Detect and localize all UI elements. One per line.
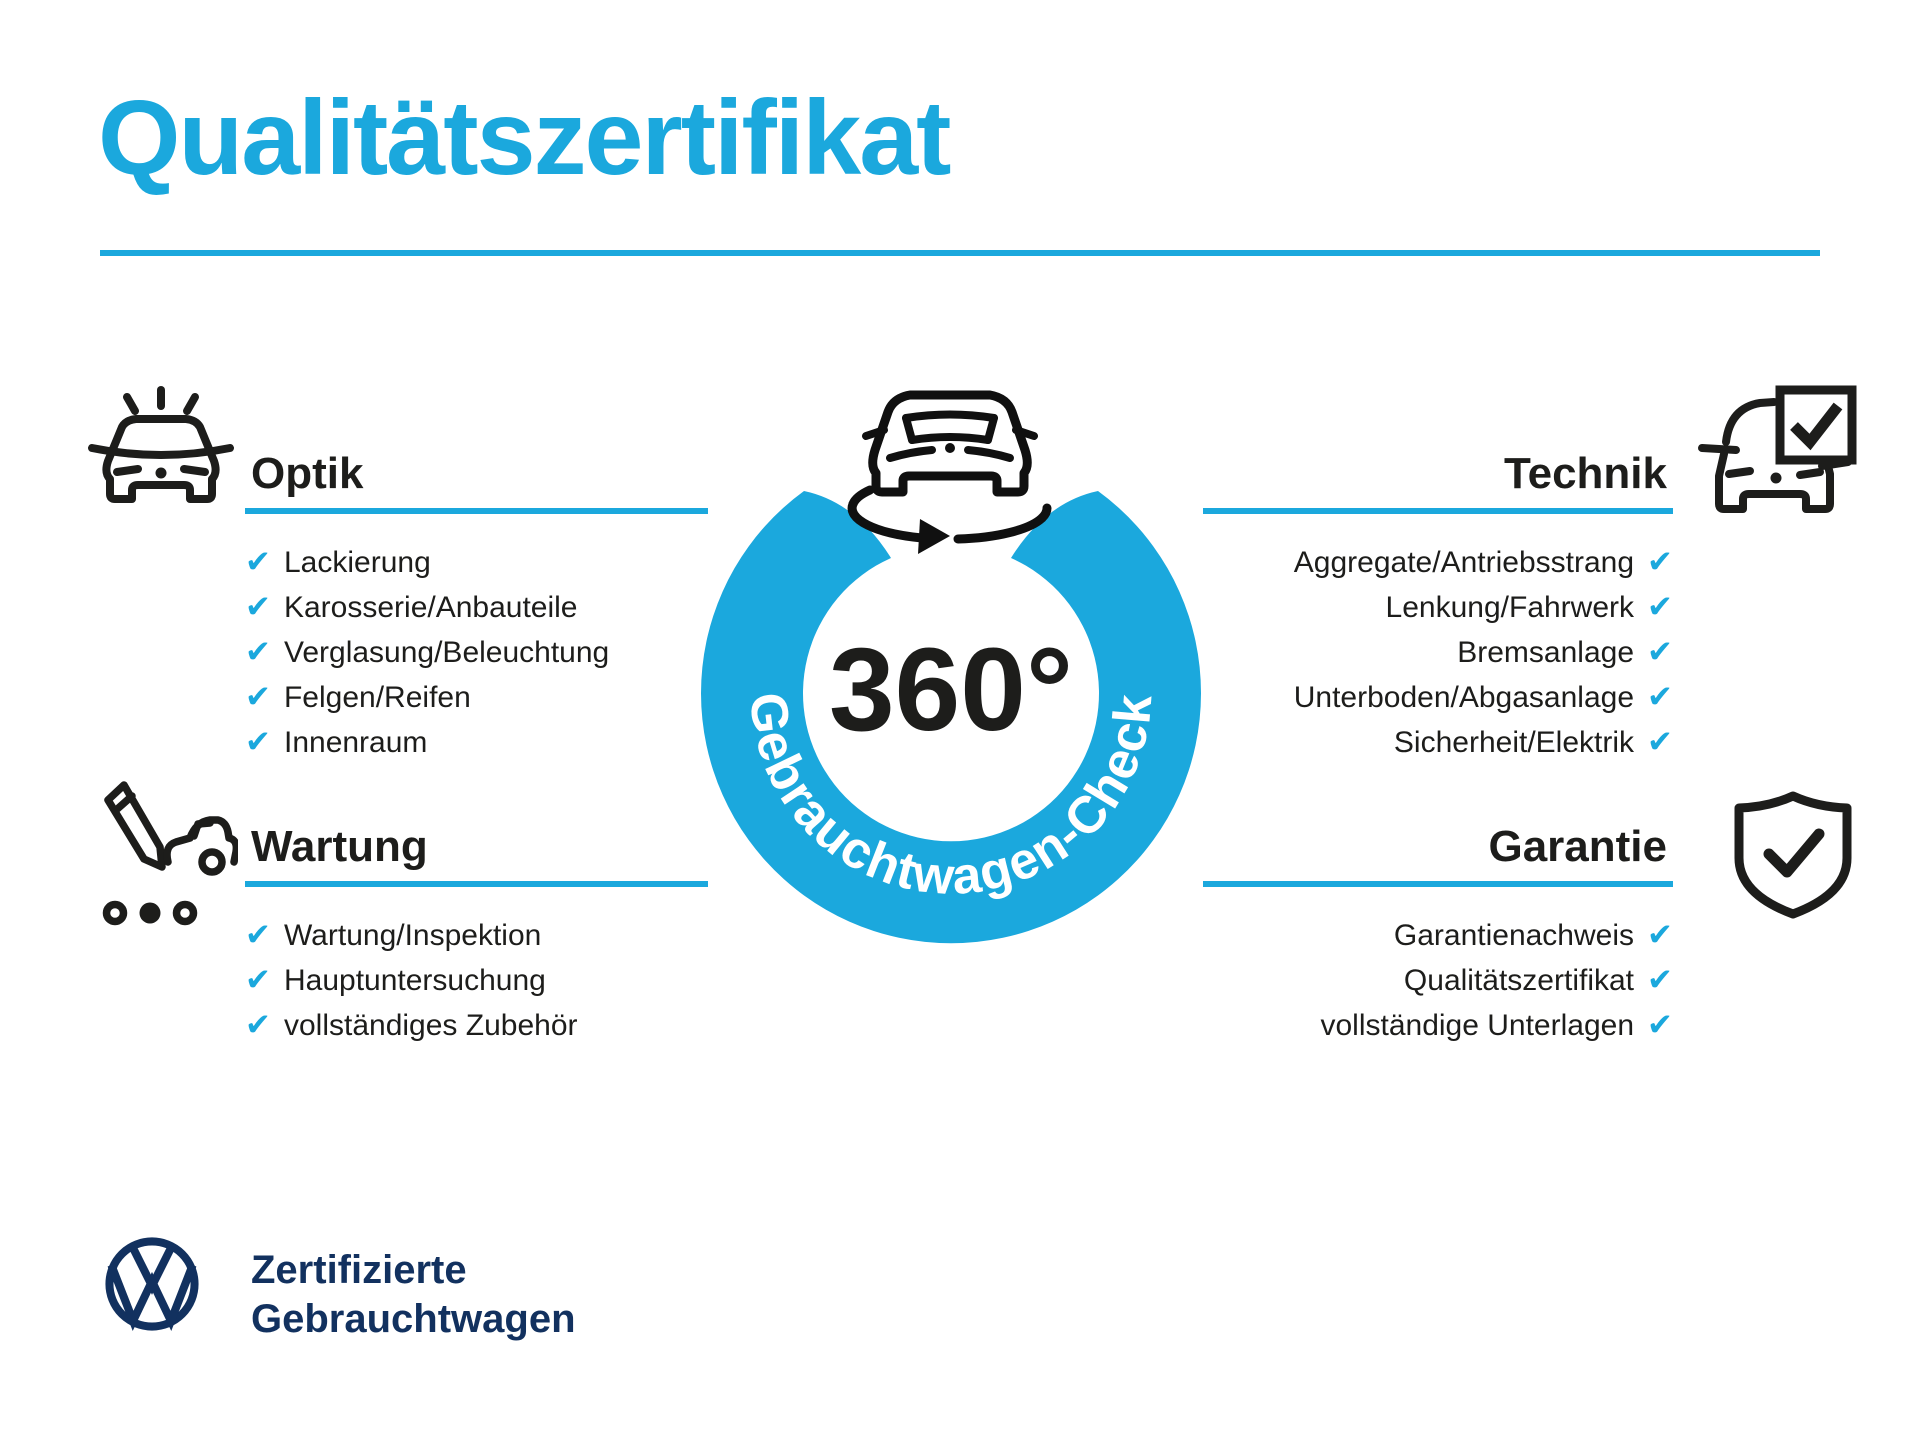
- vw-logo: [100, 1232, 204, 1336]
- check-icon: ✔: [245, 917, 271, 953]
- list-item: ✔ Lackierung: [245, 544, 431, 580]
- section-underline: [245, 508, 708, 514]
- list-item: ✔ Hauptuntersuchung: [245, 962, 546, 998]
- list-item: ✔ vollständiges Zubehör: [245, 1007, 578, 1043]
- section-title-optik: Optik: [251, 449, 364, 498]
- garantie-checklist: [1203, 913, 1673, 1048]
- badge-degrees: 360°: [828, 624, 1074, 756]
- shield-check-icon: [1722, 786, 1864, 922]
- check-icon: ✔: [1647, 962, 1673, 998]
- wartung-checklist: [245, 913, 708, 1048]
- list-item: Aggregate/Antriebsstrang ✔: [1293, 544, 1673, 580]
- list-item: Unterboden/Abgasanlage ✔: [1293, 679, 1673, 715]
- check-icon: ✔: [245, 1007, 271, 1043]
- section-underline: [245, 881, 708, 887]
- technik-checklist: [1203, 540, 1673, 765]
- section-title-technik: Technik: [1503, 449, 1667, 498]
- list-item: ✔ Karosserie/Anbauteile: [245, 589, 578, 625]
- check-icon: ✔: [1647, 917, 1673, 953]
- section-technik: [1203, 448, 1673, 765]
- list-item: Garantienachweis ✔: [1393, 917, 1673, 953]
- check-icon: ✔: [245, 962, 271, 998]
- section-underline: [1203, 508, 1673, 514]
- check-icon: ✔: [1647, 679, 1673, 715]
- car-rotation-icon: [852, 395, 1047, 554]
- list-item: vollständige Unterlagen ✔: [1320, 1007, 1673, 1043]
- car-shine-icon: [86, 382, 236, 527]
- list-item: Lenkung/Fahrwerk ✔: [1385, 589, 1673, 625]
- footer-line2: Gebrauchtwagen: [251, 1297, 576, 1341]
- check-icon: ✔: [1647, 1007, 1673, 1043]
- section-garantie: [1203, 821, 1673, 1048]
- check-icon: ✔: [245, 544, 271, 580]
- check-icon: ✔: [245, 589, 271, 625]
- list-item: ✔ Wartung/Inspektion: [245, 917, 542, 953]
- footer-line1: Zertifizierte: [251, 1248, 467, 1292]
- list-item: ✔ Innenraum: [245, 724, 428, 760]
- check-icon: ✔: [245, 634, 271, 670]
- list-item: ✔ Felgen/Reifen: [245, 679, 471, 715]
- list-item: Qualitätszertifikat ✔: [1403, 962, 1673, 998]
- title-divider: [100, 250, 1820, 256]
- list-item: ✔ Verglasung/Beleuchtung: [245, 634, 610, 670]
- check-icon: ✔: [1647, 724, 1673, 760]
- section-optik: [245, 448, 708, 765]
- check-icon: ✔: [1647, 589, 1673, 625]
- pencil-car-checklist-icon: [88, 770, 238, 930]
- list-item: Bremsanlage ✔: [1457, 634, 1673, 670]
- badge-ring-text: Gebrauchtwagen-Check: [737, 689, 1164, 907]
- check-icon: ✔: [245, 724, 271, 760]
- check-icon: ✔: [1647, 544, 1673, 580]
- check-icon: ✔: [1647, 634, 1673, 670]
- section-title-wartung: Wartung: [251, 822, 428, 871]
- optik-checklist: [245, 540, 708, 765]
- section-underline: [1203, 881, 1673, 887]
- footer-wordmark: [251, 1246, 576, 1344]
- list-item: Sicherheit/Elektrik ✔: [1393, 724, 1673, 760]
- section-wartung: [245, 821, 708, 1048]
- section-title-garantie: Garantie: [1488, 822, 1667, 871]
- page-title: Qualitätszertifikat: [98, 79, 950, 197]
- badge-360-check: [690, 368, 1210, 948]
- check-icon: ✔: [245, 679, 271, 715]
- car-checkbox-icon: [1696, 378, 1868, 530]
